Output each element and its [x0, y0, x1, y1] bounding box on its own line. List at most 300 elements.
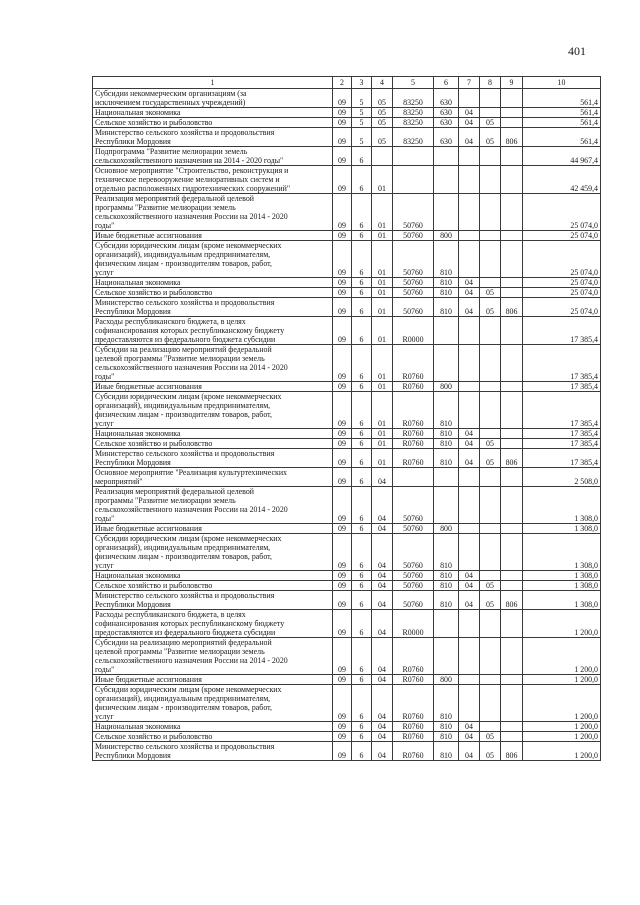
- code-ministry: 09: [333, 534, 352, 571]
- code-program: 6: [352, 298, 372, 317]
- table-row: [93, 742, 601, 761]
- code-department: [501, 166, 523, 194]
- table-row: [93, 194, 601, 231]
- code-subsection: [480, 278, 501, 288]
- code-section: [459, 487, 480, 524]
- amount: 1 200,0: [523, 638, 601, 675]
- code-program: 6: [352, 638, 372, 675]
- column-header: 6: [434, 77, 459, 89]
- code-subsection: [480, 638, 501, 675]
- code-section: 04: [459, 288, 480, 298]
- row-name: Иные бюджетные ассигнования: [93, 524, 333, 534]
- code-ministry: 09: [333, 108, 352, 118]
- code-program: 6: [352, 439, 372, 449]
- code-expense-type: 810: [434, 298, 459, 317]
- code-program: 6: [352, 194, 372, 231]
- code-expense-type: [434, 487, 459, 524]
- code-direction: 83250: [393, 128, 434, 147]
- code-direction: 83250: [393, 108, 434, 118]
- code-section: [459, 392, 480, 429]
- code-subprogram: 04: [372, 534, 393, 571]
- code-subsection: [480, 241, 501, 278]
- table-row: [93, 118, 601, 128]
- code-subprogram: 01: [372, 194, 393, 231]
- code-subprogram: 04: [372, 742, 393, 761]
- table-row: [93, 231, 601, 241]
- amount: 1 200,0: [523, 742, 601, 761]
- amount: 1 308,0: [523, 487, 601, 524]
- table-row: [93, 487, 601, 524]
- code-subsection: [480, 231, 501, 241]
- amount: 1 200,0: [523, 732, 601, 742]
- code-program: 6: [352, 392, 372, 429]
- table-row: [93, 288, 601, 298]
- code-ministry: 09: [333, 166, 352, 194]
- code-subprogram: 04: [372, 524, 393, 534]
- code-subsection: [480, 382, 501, 392]
- row-name: Иные бюджетные ассигнования: [93, 675, 333, 685]
- code-expense-type: 800: [434, 231, 459, 241]
- code-ministry: 09: [333, 722, 352, 732]
- code-subsection: 05: [480, 128, 501, 147]
- row-name: Национальная экономика: [93, 429, 333, 439]
- code-department: [501, 278, 523, 288]
- table-row: [93, 638, 601, 675]
- code-direction: 50760: [393, 591, 434, 610]
- code-program: 6: [352, 278, 372, 288]
- code-subprogram: [372, 147, 393, 166]
- code-subprogram: 05: [372, 89, 393, 108]
- code-subprogram: 01: [372, 166, 393, 194]
- code-subprogram: 01: [372, 288, 393, 298]
- code-program: 6: [352, 722, 372, 732]
- row-name: Иные бюджетные ассигнования: [93, 382, 333, 392]
- code-direction: R0760: [393, 732, 434, 742]
- code-direction: R0760: [393, 392, 434, 429]
- code-ministry: 09: [333, 392, 352, 429]
- code-section: 04: [459, 108, 480, 118]
- code-department: [501, 118, 523, 128]
- amount: 561,4: [523, 128, 601, 147]
- amount: 1 200,0: [523, 675, 601, 685]
- code-expense-type: 630: [434, 89, 459, 108]
- code-ministry: 09: [333, 487, 352, 524]
- amount: 44 967,4: [523, 147, 601, 166]
- code-expense-type: 810: [434, 392, 459, 429]
- code-expense-type: 810: [434, 732, 459, 742]
- column-header: 3: [352, 77, 372, 89]
- code-ministry: 09: [333, 638, 352, 675]
- amount: 561,4: [523, 118, 601, 128]
- code-subsection: [480, 722, 501, 732]
- code-program: 6: [352, 524, 372, 534]
- code-section: [459, 241, 480, 278]
- code-direction: 50760: [393, 231, 434, 241]
- row-name: Субсидии на реализацию мероприятий федеральной целевой программы "Развитие мелиорации земель сельскохозяйственного назначения России на 2014 - 2020 годы": [93, 345, 333, 382]
- code-department: [501, 439, 523, 449]
- amount: 1 308,0: [523, 571, 601, 581]
- code-ministry: 09: [333, 194, 352, 231]
- code-section: [459, 166, 480, 194]
- code-program: 6: [352, 429, 372, 439]
- table-row: [93, 241, 601, 278]
- row-name: Субсидии некоммерческим организациям (за исключением государственных учреждений): [93, 89, 333, 108]
- budget-table: [92, 76, 601, 761]
- code-expense-type: 800: [434, 382, 459, 392]
- table-row: [93, 722, 601, 732]
- amount: 1 308,0: [523, 591, 601, 610]
- code-expense-type: 810: [434, 571, 459, 581]
- amount: 17 385,4: [523, 345, 601, 382]
- code-program: 6: [352, 610, 372, 638]
- code-direction: R0760: [393, 439, 434, 449]
- code-department: [501, 392, 523, 429]
- code-subprogram: 04: [372, 591, 393, 610]
- code-department: [501, 468, 523, 487]
- code-program: 6: [352, 449, 372, 468]
- code-direction: R0000: [393, 610, 434, 638]
- code-expense-type: 810: [434, 278, 459, 288]
- code-direction: R0760: [393, 675, 434, 685]
- code-subprogram: 04: [372, 675, 393, 685]
- amount: 17 385,4: [523, 449, 601, 468]
- row-name: Основное мероприятие "Реализация культуртехнических мероприятий": [93, 468, 333, 487]
- code-section: 04: [459, 439, 480, 449]
- code-subprogram: 01: [372, 429, 393, 439]
- code-direction: R0760: [393, 382, 434, 392]
- code-subsection: 05: [480, 118, 501, 128]
- code-section: 04: [459, 732, 480, 742]
- amount: 2 508,0: [523, 468, 601, 487]
- table-row: [93, 128, 601, 147]
- code-ministry: 09: [333, 591, 352, 610]
- code-expense-type: 810: [434, 429, 459, 439]
- code-program: 6: [352, 675, 372, 685]
- code-department: [501, 89, 523, 108]
- code-subsection: [480, 89, 501, 108]
- code-direction: 50760: [393, 534, 434, 571]
- table-row: [93, 468, 601, 487]
- code-subsection: 05: [480, 581, 501, 591]
- code-expense-type: 810: [434, 581, 459, 591]
- code-expense-type: 810: [434, 241, 459, 278]
- row-name: Иные бюджетные ассигнования: [93, 231, 333, 241]
- code-section: 04: [459, 429, 480, 439]
- code-department: [501, 288, 523, 298]
- code-subsection: [480, 468, 501, 487]
- code-ministry: 09: [333, 468, 352, 487]
- code-subsection: 05: [480, 449, 501, 468]
- code-subprogram: 01: [372, 241, 393, 278]
- code-subsection: [480, 166, 501, 194]
- code-subprogram: 05: [372, 108, 393, 118]
- row-name: Подпрограмма "Развитие мелиорации земель сельскохозяйственного назначения на 2014 - 2020 годы": [93, 147, 333, 166]
- code-department: [501, 638, 523, 675]
- code-subsection: 05: [480, 591, 501, 610]
- table-row: [93, 89, 601, 108]
- row-name: Министерство сельского хозяйства и продовольствия Республики Мордовия: [93, 742, 333, 761]
- table-row: [93, 298, 601, 317]
- code-section: 04: [459, 742, 480, 761]
- row-name: Сельское хозяйство и рыболовство: [93, 439, 333, 449]
- code-department: [501, 382, 523, 392]
- table-row: [93, 571, 601, 581]
- code-ministry: 09: [333, 742, 352, 761]
- code-expense-type: [434, 147, 459, 166]
- code-program: 6: [352, 571, 372, 581]
- code-direction: 50760: [393, 278, 434, 288]
- table-row: [93, 732, 601, 742]
- code-direction: [393, 166, 434, 194]
- code-program: 6: [352, 231, 372, 241]
- code-subsection: 05: [480, 439, 501, 449]
- code-subsection: [480, 487, 501, 524]
- code-direction: R0760: [393, 722, 434, 732]
- table-row: [93, 610, 601, 638]
- code-direction: 50760: [393, 194, 434, 231]
- code-subsection: [480, 429, 501, 439]
- code-subprogram: 04: [372, 571, 393, 581]
- row-name: Министерство сельского хозяйства и продовольствия Республики Мордовия: [93, 128, 333, 147]
- code-program: 6: [352, 345, 372, 382]
- column-header: 1: [93, 77, 333, 89]
- table-row: [93, 108, 601, 118]
- row-name: Министерство сельского хозяйства и продовольствия Республики Мордовия: [93, 591, 333, 610]
- row-name: Сельское хозяйство и рыболовство: [93, 288, 333, 298]
- code-subprogram: 01: [372, 382, 393, 392]
- row-name: Сельское хозяйство и рыболовство: [93, 581, 333, 591]
- code-department: [501, 534, 523, 571]
- code-program: 6: [352, 382, 372, 392]
- table-row: [93, 382, 601, 392]
- code-direction: R0760: [393, 449, 434, 468]
- code-program: 6: [352, 468, 372, 487]
- code-section: [459, 382, 480, 392]
- table-row: [93, 675, 601, 685]
- column-header: 5: [393, 77, 434, 89]
- code-subsection: 05: [480, 742, 501, 761]
- table-row: [93, 534, 601, 571]
- code-subsection: [480, 108, 501, 118]
- row-name: Субсидии юридическим лицам (кроме некоммерческих организаций), индивидуальным предпринимателям, физическим лицам - производителям товаров, работ, услуг: [93, 534, 333, 571]
- code-department: [501, 429, 523, 439]
- code-section: [459, 610, 480, 638]
- table-row: [93, 166, 601, 194]
- code-expense-type: 630: [434, 118, 459, 128]
- amount: 17 385,4: [523, 382, 601, 392]
- code-section: [459, 89, 480, 108]
- table-row: [93, 317, 601, 345]
- code-section: [459, 685, 480, 722]
- column-header: 4: [372, 77, 393, 89]
- table-header-row: [93, 77, 601, 89]
- code-direction: 50760: [393, 571, 434, 581]
- code-subsection: 05: [480, 298, 501, 317]
- code-ministry: 09: [333, 581, 352, 591]
- code-subprogram: 04: [372, 610, 393, 638]
- amount: 17 385,4: [523, 439, 601, 449]
- code-department: [501, 524, 523, 534]
- code-program: 6: [352, 288, 372, 298]
- code-department: [501, 317, 523, 345]
- code-subprogram: 01: [372, 392, 393, 429]
- table-row: [93, 439, 601, 449]
- code-direction: 50760: [393, 487, 434, 524]
- row-name: Сельское хозяйство и рыболовство: [93, 732, 333, 742]
- code-department: 806: [501, 298, 523, 317]
- code-subprogram: 01: [372, 345, 393, 382]
- code-ministry: 09: [333, 317, 352, 345]
- amount: 561,4: [523, 89, 601, 108]
- code-expense-type: [434, 166, 459, 194]
- row-name: Расходы республиканского бюджета, в целях софинансирования которых республиканскому бюджету предоставляются из федерального бюджета субсидии: [93, 610, 333, 638]
- code-department: [501, 610, 523, 638]
- code-expense-type: 800: [434, 524, 459, 534]
- code-ministry: 09: [333, 241, 352, 278]
- code-program: 6: [352, 685, 372, 722]
- code-subprogram: 01: [372, 278, 393, 288]
- code-subsection: [480, 392, 501, 429]
- code-direction: R0760: [393, 429, 434, 439]
- code-ministry: 09: [333, 732, 352, 742]
- code-ministry: 09: [333, 610, 352, 638]
- page-number: 401: [568, 44, 586, 58]
- row-name: Национальная экономика: [93, 278, 333, 288]
- code-direction: 50760: [393, 524, 434, 534]
- code-expense-type: [434, 610, 459, 638]
- row-name: Реализация мероприятий федеральной целевой программы "Развитие мелиорации земель сельскохозяйственного назначения России на 2014 - 2020 годы": [93, 487, 333, 524]
- amount: 561,4: [523, 108, 601, 118]
- code-ministry: 09: [333, 298, 352, 317]
- code-subsection: [480, 610, 501, 638]
- code-section: [459, 345, 480, 382]
- code-program: 6: [352, 317, 372, 345]
- code-direction: R0760: [393, 685, 434, 722]
- table-body: [93, 89, 601, 761]
- code-expense-type: [434, 468, 459, 487]
- code-department: 806: [501, 449, 523, 468]
- code-subsection: [480, 317, 501, 345]
- row-name: Министерство сельского хозяйства и продовольствия Республики Мордовия: [93, 298, 333, 317]
- code-expense-type: [434, 317, 459, 345]
- code-section: [459, 524, 480, 534]
- amount: 42 459,4: [523, 166, 601, 194]
- code-section: 04: [459, 278, 480, 288]
- code-expense-type: 630: [434, 128, 459, 147]
- code-program: 6: [352, 487, 372, 524]
- amount: 1 200,0: [523, 685, 601, 722]
- amount: 25 074,0: [523, 241, 601, 278]
- code-direction: 83250: [393, 89, 434, 108]
- code-expense-type: 810: [434, 591, 459, 610]
- amount: 1 200,0: [523, 610, 601, 638]
- code-expense-type: 800: [434, 675, 459, 685]
- code-department: [501, 345, 523, 382]
- code-program: 6: [352, 742, 372, 761]
- code-department: [501, 487, 523, 524]
- code-ministry: 09: [333, 288, 352, 298]
- table-row: [93, 581, 601, 591]
- code-program: 6: [352, 732, 372, 742]
- code-subprogram: 04: [372, 722, 393, 732]
- code-subsection: [480, 194, 501, 231]
- column-header: 2: [333, 77, 352, 89]
- code-program: 6: [352, 591, 372, 610]
- code-subprogram: 05: [372, 118, 393, 128]
- code-ministry: 09: [333, 449, 352, 468]
- amount: 25 074,0: [523, 298, 601, 317]
- code-direction: R0760: [393, 638, 434, 675]
- amount: 25 074,0: [523, 194, 601, 231]
- code-section: 04: [459, 449, 480, 468]
- row-name: Национальная экономика: [93, 722, 333, 732]
- code-section: [459, 317, 480, 345]
- code-department: [501, 231, 523, 241]
- column-header: 10: [523, 77, 601, 89]
- code-subsection: 05: [480, 732, 501, 742]
- code-program: 5: [352, 108, 372, 118]
- amount: 1 200,0: [523, 722, 601, 732]
- code-subsection: [480, 675, 501, 685]
- table-row: [93, 392, 601, 429]
- code-expense-type: 630: [434, 108, 459, 118]
- code-subsection: [480, 571, 501, 581]
- code-department: [501, 147, 523, 166]
- code-department: [501, 732, 523, 742]
- code-subprogram: 04: [372, 732, 393, 742]
- code-ministry: 09: [333, 89, 352, 108]
- code-direction: 83250: [393, 118, 434, 128]
- code-section: [459, 231, 480, 241]
- code-ministry: 09: [333, 675, 352, 685]
- code-direction: 50760: [393, 581, 434, 591]
- code-section: 04: [459, 298, 480, 317]
- code-ministry: 09: [333, 128, 352, 147]
- code-expense-type: 810: [434, 449, 459, 468]
- code-subprogram: 04: [372, 581, 393, 591]
- amount: 1 308,0: [523, 534, 601, 571]
- code-expense-type: 810: [434, 742, 459, 761]
- table-row: [93, 591, 601, 610]
- amount: 17 385,4: [523, 317, 601, 345]
- row-name: Национальная экономика: [93, 108, 333, 118]
- code-direction: R0000: [393, 317, 434, 345]
- row-name: Субсидии юридическим лицам (кроме некоммерческих организаций), индивидуальным предпринимателям, физическим лицам - производителям товаров, работ, услуг: [93, 685, 333, 722]
- table-row: [93, 524, 601, 534]
- row-name: Расходы республиканского бюджета, в целях софинансирования которых республиканскому бюджету предоставляются из федерального бюджета субсидии: [93, 317, 333, 345]
- code-direction: 50760: [393, 288, 434, 298]
- code-section: 04: [459, 128, 480, 147]
- code-department: 806: [501, 128, 523, 147]
- code-ministry: 09: [333, 147, 352, 166]
- code-direction: [393, 147, 434, 166]
- code-program: 6: [352, 166, 372, 194]
- table-row: [93, 147, 601, 166]
- amount: 25 074,0: [523, 231, 601, 241]
- code-ministry: 09: [333, 524, 352, 534]
- code-subprogram: 01: [372, 449, 393, 468]
- code-ministry: 09: [333, 278, 352, 288]
- code-section: [459, 638, 480, 675]
- code-ministry: 09: [333, 231, 352, 241]
- row-name: Реализация мероприятий федеральной целевой программы "Развитие мелиорации земель сельскохозяйственного назначения России на 2014 - 2020 годы": [93, 194, 333, 231]
- code-section: [459, 675, 480, 685]
- code-ministry: 09: [333, 118, 352, 128]
- code-section: 04: [459, 581, 480, 591]
- code-section: [459, 147, 480, 166]
- code-expense-type: [434, 194, 459, 231]
- code-subsection: [480, 685, 501, 722]
